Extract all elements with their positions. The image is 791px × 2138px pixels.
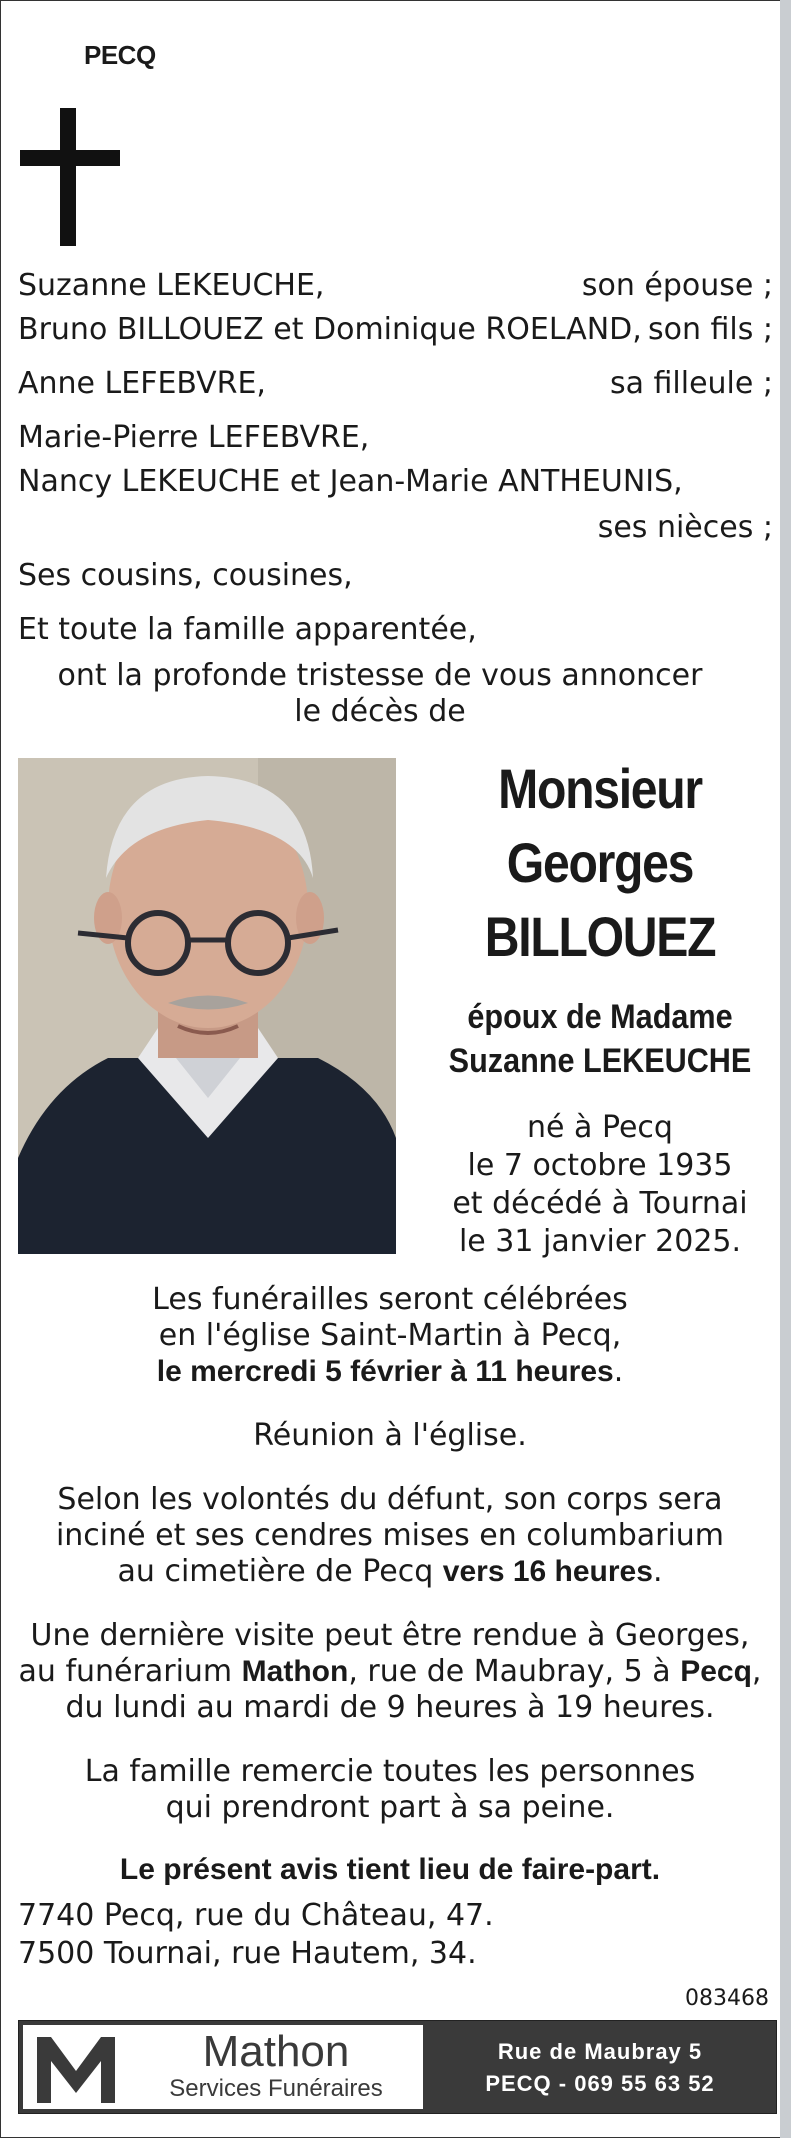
town-heading: PECQ — [84, 40, 156, 70]
family-name: Marie-Pierre LEFEBVRE, — [18, 420, 370, 455]
bio-line: et décédé à Tournai — [452, 1186, 748, 1221]
family-relation: sa filleule ; — [609, 366, 773, 401]
reunion-line: Réunion à l'église. — [253, 1418, 527, 1453]
family-relation: son épouse ; — [581, 268, 773, 303]
footer-phone: PECQ - 069 55 63 52 — [485, 2071, 715, 2096]
cremation-line: Selon les volontés du défunt, son corps sera — [57, 1482, 723, 1517]
punctuation: . — [652, 1554, 663, 1589]
reference-number: 083468 — [685, 1986, 769, 2011]
thanks-line: La famille remercie toutes les personnes — [84, 1754, 696, 1789]
brand-subtitle: Services Funéraires — [169, 2075, 383, 2102]
thanks-line: qui prendront part à sa peine. — [165, 1790, 615, 1825]
visit-town: Pecq — [680, 1655, 752, 1688]
portrait-illustration — [18, 758, 396, 1254]
bio-line: le 31 janvier 2025. — [458, 1224, 742, 1259]
punctuation: . — [613, 1354, 624, 1389]
funeral-line: Les funérailles seront célébrées — [152, 1282, 628, 1317]
punctuation: , — [751, 1654, 762, 1689]
cross-icon — [60, 108, 76, 246]
funeral-home-banner — [18, 2020, 777, 2114]
spouse-line: Suzanne LEKEUCHE — [448, 1042, 752, 1080]
family-relation: son fils ; — [647, 312, 773, 347]
mathon-logo-icon — [31, 2031, 121, 2107]
right-edge-strip — [780, 0, 791, 2138]
cremation-time-line — [0, 1554, 780, 1590]
family-name: Anne LEFEBVRE, — [18, 366, 266, 401]
bio-line: le 7 octobre 1935 — [467, 1148, 733, 1183]
cremation-text: au cimetière de Pecq — [117, 1554, 443, 1589]
visit-location-line — [0, 1654, 780, 1690]
funeral-date: le mercredi 5 février à 11 heures — [156, 1355, 614, 1388]
cremation-time: vers 16 heures — [442, 1555, 653, 1588]
visit-text: , rue de Maubray, 5 à — [348, 1654, 681, 1689]
deceased-title: Monsieur — [498, 757, 702, 820]
announcement-line: le décès de — [294, 694, 466, 729]
family-relation: ses nièces ; — [597, 510, 773, 545]
family-name: Suzanne LEKEUCHE, — [18, 268, 325, 303]
cross-icon-bar — [20, 150, 120, 166]
visit-text: au funérarium — [18, 1654, 242, 1689]
funeral-line: en l'église Saint-Martin à Pecq, — [158, 1318, 622, 1353]
family-name: Et toute la famille apparentée, — [18, 612, 477, 647]
announcement-line: ont la profonde tristesse de vous annoncer — [57, 658, 703, 693]
funeral-date-line — [0, 1354, 780, 1390]
deceased-photo — [18, 758, 396, 1254]
visit-line: Une dernière visite peut être rendue à Georges, — [30, 1618, 750, 1653]
family-name: Ses cousins, cousines, — [18, 558, 353, 593]
visit-line: du lundi au mardi de 9 heures à 19 heures. — [65, 1690, 715, 1725]
address-line: 7500 Tournai, rue Hautem, 34. — [18, 1936, 477, 1971]
family-name: Bruno BILLOUEZ et Dominique ROELAND, — [18, 312, 642, 347]
brand-panel — [23, 2025, 423, 2109]
family-name: Nancy LEKEUCHE et Jean-Marie ANTHEUNIS, — [18, 464, 683, 499]
address-line: 7740 Pecq, rue du Château, 47. — [18, 1898, 494, 1933]
bio-line: né à Pecq — [527, 1110, 673, 1145]
brand-name: Mathon — [202, 2027, 350, 2076]
notice-line: Le présent avis tient lieu de faire-part. — [119, 1853, 661, 1886]
deceased-first-name: Georges — [506, 831, 694, 894]
cremation-line: inciné et ses cendres mises en columbarium — [55, 1518, 725, 1553]
funeral-home-name: Mathon — [241, 1655, 349, 1688]
spouse-line: époux de Madame — [467, 998, 733, 1036]
deceased-last-name: BILLOUEZ — [484, 905, 716, 968]
footer-address: Rue de Maubray 5 — [497, 2039, 703, 2064]
